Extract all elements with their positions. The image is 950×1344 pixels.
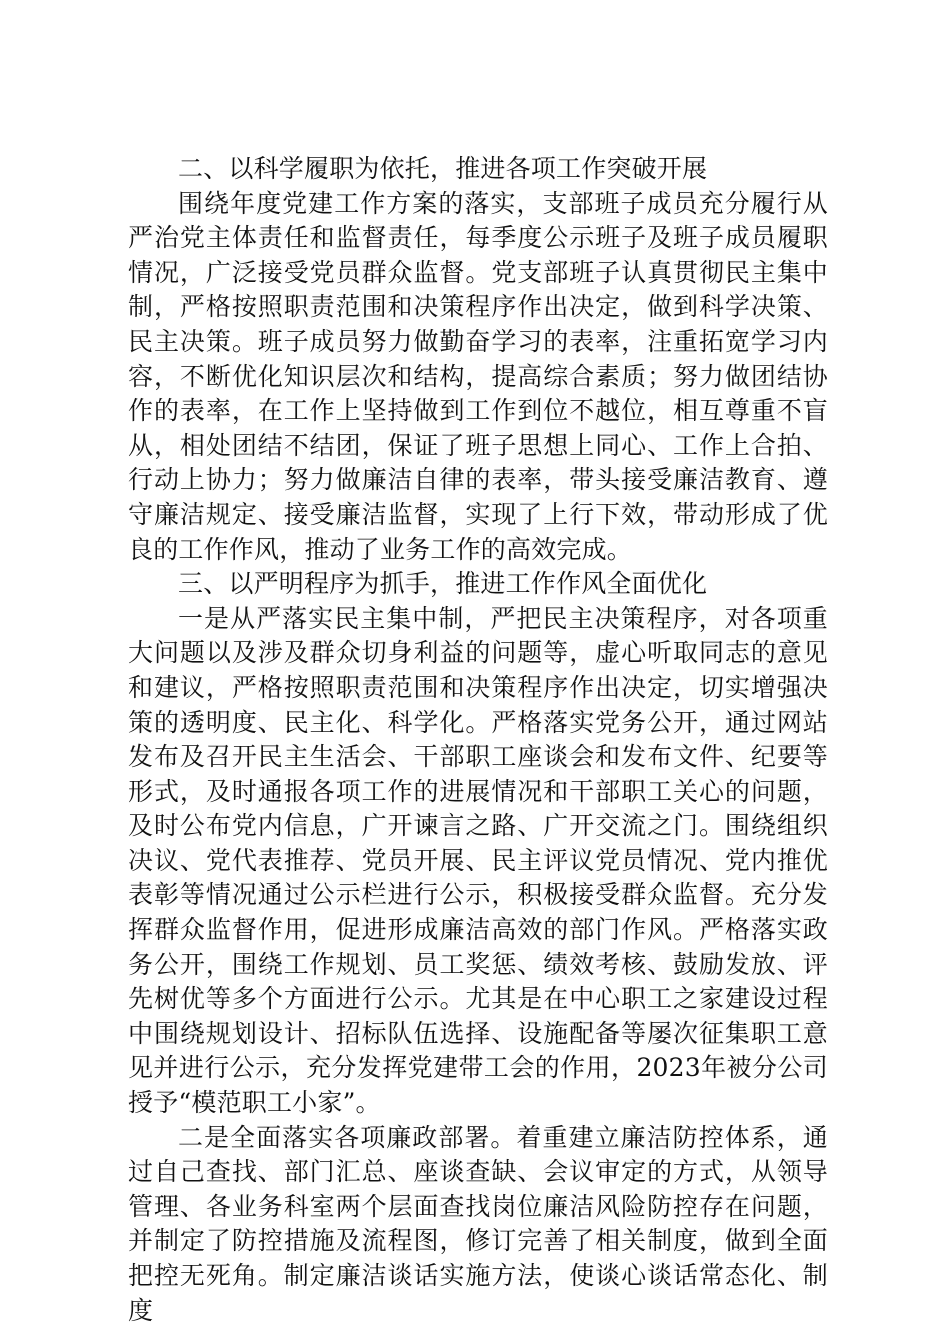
document-body xyxy=(128,152,828,1328)
paragraph-section-three-first: 一是从严落实民主集中制，严把民主决策程序，对各项重大问题以及涉及群众切身利益的问题等，虚心听取同志的意见和建议，严格按照职责范围和决策程序作出决定，切实增强决策的透明度、民主化、科学化。严格落实党务公开，通过网站发布及召开民主生活会、干部职工座谈会和发布文件、纪要等形式，及时通报各项工作的进展情况和干部职工关心的问题，及时公布党内信息，广开谏言之路、广开交流之门。围绕组织决议、党代表推荐、党员开展、民主评议党员情况、党内推优表彰等情况通过公示栏进行公示，积极接受群众监督。充分发挥群众监督作用，促进形成廉洁高效的部门作风。严格落实政务公开，围绕工作规划、员工奖惩、绩效考核、鼓励发放、评先树优等多个方面进行公示。尤其是在中心职工之家建设过程中围绕规划设计、招标队伍选择、设施配备等屡次征集职工意见并进行公示，充分发挥党建带工会的作用，2023年被分公司授予“模范职工小家”。 xyxy=(128,603,828,1118)
paragraph-section-three-second: 二是全面落实各项廉政部署。着重建立廉洁防控体系，通过自己查找、部门汇总、座谈查缺、会议审定的方式，从领导管理、各业务科室两个层面查找岗位廉洁风险防控存在问题，并制定了防控措施及流程图，修订完善了相关制度，做到全面把控无死角。制定廉洁谈话实施方法，使谈心谈话常态化、制度 xyxy=(128,1122,828,1325)
section-heading-three: 三、以严明程序为抓手，推进工作作风全面优化 xyxy=(178,569,708,599)
paragraph-section-two: 围绕年度党建工作方案的落实，支部班子成员充分履行从严治党主体责任和监督责任，每季度公示班子及班子成员履职情况，广泛接受党员群众监督。党支部班子认真贯彻民主集中制，严格按照职责范围和决策程序作出决定，做到科学决策、民主决策。班子成员努力做勤奋学习的表率，注重拓宽学习内容，不断优化知识层次和结构，提高综合素质；努力做团结协作的表率，在工作上坚持做到工作到位不越位，相互尊重不盲从，相处团结不结团，保证了班子思想上同心、工作上合拍、行动上协力；努力做廉洁自律的表率，带头接受廉洁教育、遵守廉洁规定、接受廉洁监督，实现了上行下效，带动形成了优良的工作作风，推动了业务工作的高效完成。 xyxy=(128,188,828,564)
section-heading-two: 二、以科学履职为依托，推进各项工作突破开展 xyxy=(178,154,708,183)
